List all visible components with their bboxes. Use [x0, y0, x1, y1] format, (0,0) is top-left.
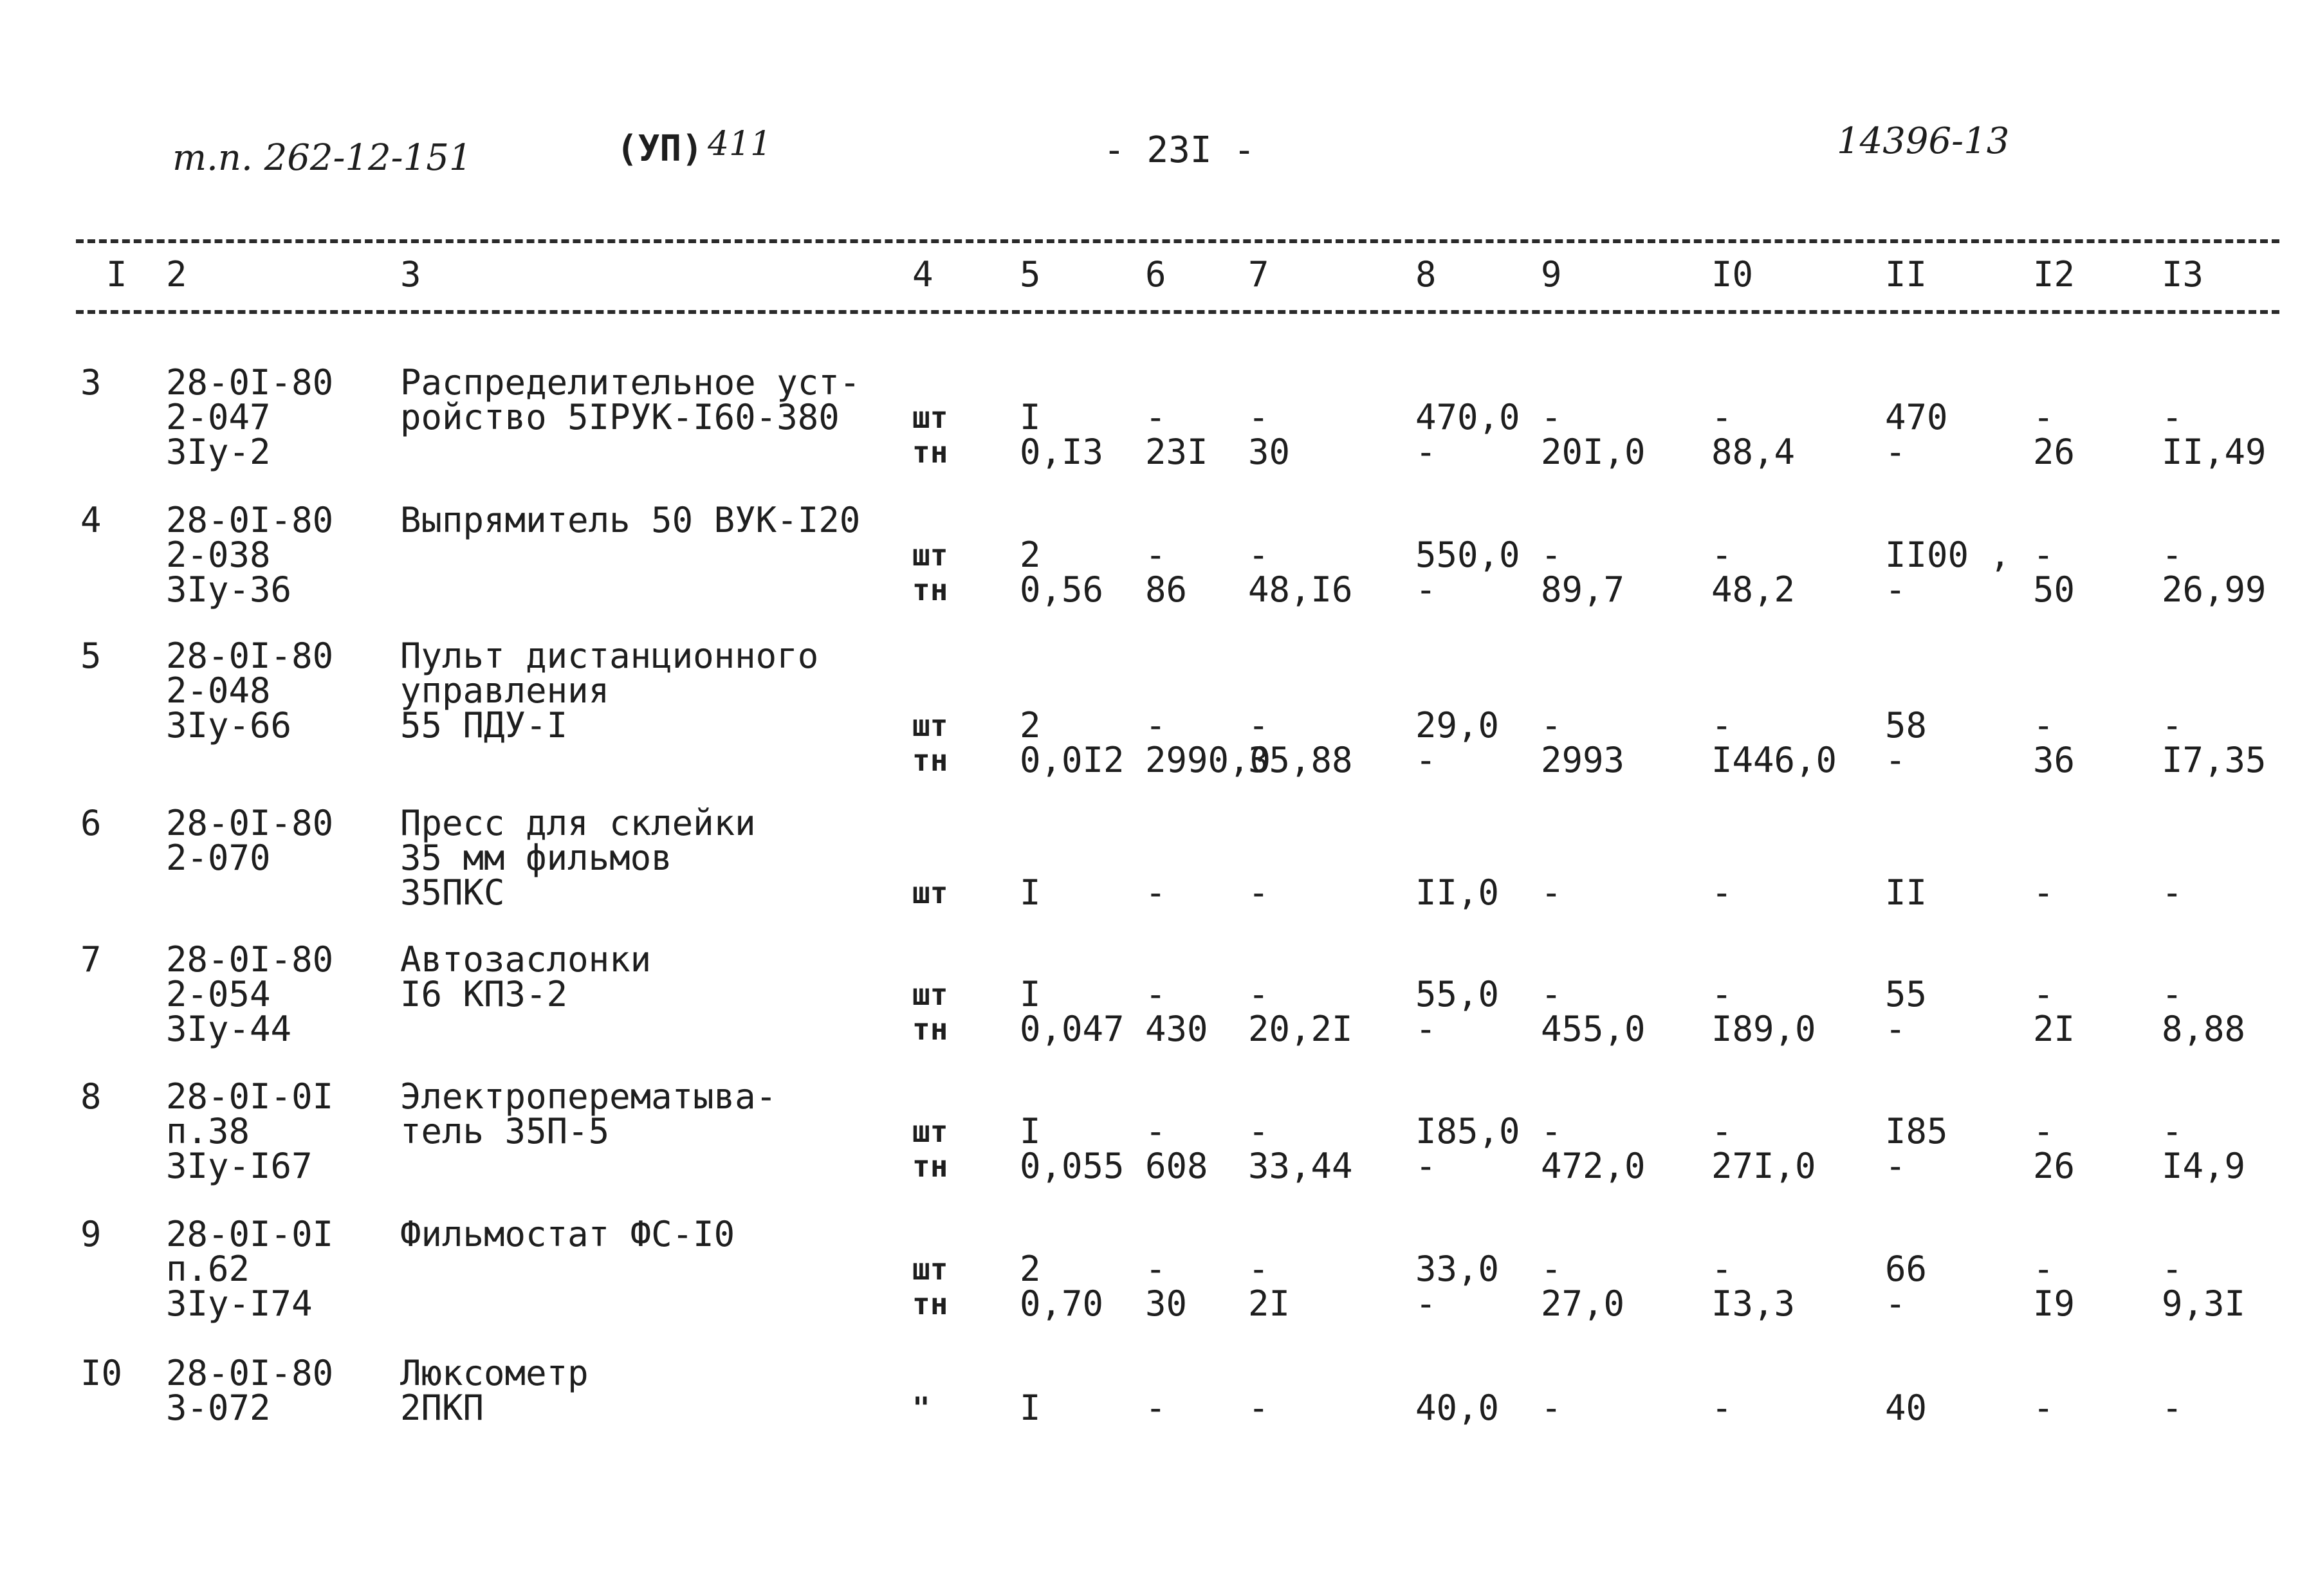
row-unit: шт — [912, 1114, 948, 1149]
row-cell-col12: I9 — [2033, 1283, 2075, 1324]
row-cell-col8: - — [1415, 740, 1437, 780]
row-cell-col10: I3,3 — [1711, 1283, 1796, 1324]
row-cell-col13: I4,9 — [2162, 1146, 2246, 1186]
row-cell-col7: 20,2I — [1248, 1009, 1353, 1049]
row-cell-col5: 0,0I2 — [1020, 740, 1125, 780]
row-cell-col13: - — [2162, 974, 2183, 1014]
row-unit: тн — [912, 1012, 948, 1047]
row-cell-col6: - — [1145, 974, 1166, 1014]
row-unit: шт — [912, 1252, 948, 1287]
row-cell-col7: - — [1248, 974, 1269, 1014]
row-cell-col6: 86 — [1145, 569, 1188, 610]
row-cell-col13: - — [2162, 872, 2183, 913]
row-cell-col13: 9,3I — [2162, 1283, 2246, 1324]
row-price-code: 3-072 — [166, 1388, 271, 1428]
row-cell-col9: - — [1541, 397, 1562, 437]
column-header-8: 8 — [1415, 254, 1437, 295]
row-cell-col6: 23I — [1145, 432, 1208, 472]
row-cell-col12: 50 — [2033, 569, 2075, 610]
row-price-code: 3Iу-I74 — [166, 1283, 313, 1324]
row-cell-col5: I — [1020, 1388, 1041, 1428]
row-cell-col9: 27,0 — [1541, 1283, 1625, 1324]
row-price-code: 28-0I-80 — [166, 636, 334, 676]
row-cell-col7: - — [1248, 1388, 1269, 1428]
row-price-code: 2-038 — [166, 535, 271, 575]
row-cell-col11: 55 — [1885, 974, 1927, 1014]
row-cell-col7: 30 — [1248, 432, 1291, 472]
row-cell-col8: 40,0 — [1415, 1388, 1500, 1428]
row-cell-col10: I446,0 — [1711, 740, 1837, 780]
row-cell-col8: - — [1415, 1283, 1437, 1324]
row-cell-col7: 33,44 — [1248, 1146, 1353, 1186]
row-cell-col13: - — [2162, 397, 2183, 437]
row-price-code: 28-0I-80 — [166, 362, 334, 403]
column-header-9: 9 — [1541, 254, 1562, 295]
archive-number: 14396-13 — [1837, 120, 2010, 162]
row-cell-col13: - — [2162, 535, 2183, 575]
row-price-code: 28-0I-80 — [166, 803, 334, 843]
column-header-12: I2 — [2033, 254, 2075, 295]
row-cell-col12: - — [2033, 397, 2054, 437]
row-cell-col11: - — [1885, 432, 1906, 472]
row-cell-col13: - — [2162, 1111, 2183, 1151]
row-cell-col12: - — [2033, 1249, 2054, 1289]
column-header-5: 5 — [1020, 254, 1041, 295]
row-number: 3 — [80, 362, 102, 403]
row-cell-col6: - — [1145, 705, 1166, 746]
row-price-code: 3Iу-44 — [166, 1009, 292, 1049]
doc-code: т.п. 262-12-151 — [172, 137, 472, 179]
row-unit: тн — [912, 743, 948, 778]
row-cell-col11: II00 , — [1885, 535, 2011, 575]
header-bottom-rule — [76, 310, 2279, 314]
row-cell-col12: 26 — [2033, 432, 2075, 472]
row-price-code: 3Iу-2 — [166, 432, 271, 472]
row-cell-col12: - — [2033, 535, 2054, 575]
column-header-7: 7 — [1248, 254, 1269, 295]
row-cell-col10: - — [1711, 1111, 1733, 1151]
row-cell-col13: I7,35 — [2162, 740, 2267, 780]
row-unit: " — [912, 1391, 930, 1426]
row-price-code: 28-0I-80 — [166, 500, 334, 540]
row-cell-col5: 0,56 — [1020, 569, 1104, 610]
row-unit: тн — [912, 1149, 948, 1184]
row-item-name: Электроперематыва- — [400, 1076, 777, 1117]
row-cell-col5: I — [1020, 974, 1041, 1014]
row-cell-col12: - — [2033, 705, 2054, 746]
row-item-name: 55 ПДУ-I — [400, 705, 568, 746]
row-cell-col5: I — [1020, 397, 1041, 437]
row-cell-col13: - — [2162, 1249, 2183, 1289]
row-cell-col11: - — [1885, 569, 1906, 610]
row-number: 8 — [80, 1076, 102, 1117]
row-item-name: I6 КПЗ-2 — [400, 974, 568, 1014]
row-cell-col9: - — [1541, 1249, 1562, 1289]
row-cell-col6: 30 — [1145, 1283, 1188, 1324]
column-header-2: 2 — [166, 254, 187, 295]
row-cell-col7: - — [1248, 1249, 1269, 1289]
row-cell-col8: 55,0 — [1415, 974, 1500, 1014]
row-number: 7 — [80, 939, 102, 980]
row-cell-col10: - — [1711, 535, 1733, 575]
column-header-13: I3 — [2162, 254, 2204, 295]
row-cell-col12: - — [2033, 1111, 2054, 1151]
row-cell-col8: 29,0 — [1415, 705, 1500, 746]
row-cell-col6: 608 — [1145, 1146, 1208, 1186]
row-cell-col5: I — [1020, 872, 1041, 913]
row-cell-col9: 455,0 — [1541, 1009, 1646, 1049]
row-cell-col7: - — [1248, 535, 1269, 575]
row-cell-col9: - — [1541, 1388, 1562, 1428]
row-cell-col5: 0,047 — [1020, 1009, 1125, 1049]
row-cell-col10: - — [1711, 1388, 1733, 1428]
row-price-code: 3Iу-36 — [166, 569, 292, 610]
row-cell-col7: 35,88 — [1248, 740, 1353, 780]
row-price-code: 28-0I-80 — [166, 939, 334, 980]
row-cell-col8: - — [1415, 432, 1437, 472]
row-cell-col13: - — [2162, 705, 2183, 746]
row-number: I0 — [80, 1353, 123, 1393]
row-cell-col11: 40 — [1885, 1388, 1927, 1428]
row-cell-col6: - — [1145, 872, 1166, 913]
row-item-name: 2ПКП — [400, 1388, 484, 1428]
row-price-code: 2-070 — [166, 838, 271, 878]
row-unit: шт — [912, 400, 948, 435]
row-unit: тн — [912, 573, 948, 607]
row-cell-col8: II,0 — [1415, 872, 1500, 913]
row-item-name: Фильмостат ФС-I0 — [400, 1214, 735, 1254]
column-header-3: 3 — [400, 254, 421, 295]
row-price-code: п.38 — [166, 1111, 250, 1151]
column-header-10: I0 — [1711, 254, 1754, 295]
row-cell-col10: - — [1711, 974, 1733, 1014]
volume-mark: (УП) — [616, 128, 703, 170]
row-item-name: Распределительное уст- — [400, 362, 861, 403]
row-cell-col7: - — [1248, 705, 1269, 746]
row-number: 4 — [80, 500, 102, 540]
row-cell-col6: 430 — [1145, 1009, 1208, 1049]
row-cell-col5: 0,I3 — [1020, 432, 1104, 472]
handwritten-note: 411 — [708, 125, 772, 163]
row-cell-col6: - — [1145, 535, 1166, 575]
row-cell-col12: 2I — [2033, 1009, 2075, 1049]
row-number: 6 — [80, 803, 102, 843]
row-cell-col8: 33,0 — [1415, 1249, 1500, 1289]
row-cell-col5: 0,70 — [1020, 1283, 1104, 1324]
row-cell-col10: 27I,0 — [1711, 1146, 1816, 1186]
row-cell-col12: 36 — [2033, 740, 2075, 780]
column-header-4: 4 — [912, 254, 934, 295]
row-item-name: Пресс для склейки — [400, 803, 756, 843]
row-cell-col6: - — [1145, 1249, 1166, 1289]
row-cell-col7: - — [1248, 397, 1269, 437]
row-cell-col12: 26 — [2033, 1146, 2075, 1186]
row-cell-col10: I89,0 — [1711, 1009, 1816, 1049]
header-top-rule — [76, 239, 2279, 243]
row-cell-col10: 88,4 — [1711, 432, 1796, 472]
row-cell-col10: 48,2 — [1711, 569, 1796, 610]
row-item-name: Пульт дистанционного — [400, 636, 819, 676]
row-price-code: 2-048 — [166, 670, 271, 711]
row-item-name: Выпрямитель 50 ВУК-I20 — [400, 500, 861, 540]
row-cell-col5: 2 — [1020, 535, 1041, 575]
column-header-6: 6 — [1145, 254, 1166, 295]
row-cell-col10: - — [1711, 705, 1733, 746]
row-cell-col9: - — [1541, 535, 1562, 575]
row-cell-col8: - — [1415, 1146, 1437, 1186]
row-unit: шт — [912, 876, 948, 910]
row-cell-col8: 550,0 — [1415, 535, 1520, 575]
row-price-code: п.62 — [166, 1249, 250, 1289]
row-item-name: управления — [400, 670, 610, 711]
row-cell-col11: 66 — [1885, 1249, 1927, 1289]
row-unit: тн — [912, 1287, 948, 1321]
row-cell-col7: - — [1248, 1111, 1269, 1151]
row-cell-col8: I85,0 — [1415, 1111, 1520, 1151]
row-cell-col7: 2I — [1248, 1283, 1291, 1324]
row-cell-col9: - — [1541, 1111, 1562, 1151]
row-cell-col9: 2993 — [1541, 740, 1625, 780]
row-cell-col11: II — [1885, 872, 1927, 913]
row-cell-col9: - — [1541, 974, 1562, 1014]
row-cell-col11: I85 — [1885, 1111, 1948, 1151]
row-cell-col11: 470 — [1885, 397, 1948, 437]
row-unit: шт — [912, 977, 948, 1012]
row-number: 9 — [80, 1214, 102, 1254]
row-item-name: 35 мм фильмов — [400, 838, 672, 878]
row-cell-col9: 472,0 — [1541, 1146, 1646, 1186]
column-header-1: I — [106, 254, 127, 295]
row-cell-col6: - — [1145, 1111, 1166, 1151]
page-number: - 23I - — [1103, 129, 1256, 171]
row-cell-col11: 58 — [1885, 705, 1927, 746]
row-cell-col9: 89,7 — [1541, 569, 1625, 610]
row-price-code: 28-0I-0I — [166, 1076, 334, 1117]
row-cell-col10: - — [1711, 1249, 1733, 1289]
row-item-name: 35ПКС — [400, 872, 505, 913]
row-cell-col7: 48,I6 — [1248, 569, 1353, 610]
row-unit: шт — [912, 538, 948, 573]
row-cell-col13: - — [2162, 1388, 2183, 1428]
column-header-11: II — [1885, 254, 1927, 295]
row-unit: тн — [912, 435, 948, 470]
row-cell-col10: - — [1711, 397, 1733, 437]
row-cell-col5: 2 — [1020, 705, 1041, 746]
row-cell-col13: 8,88 — [2162, 1009, 2246, 1049]
row-cell-col9: 20I,0 — [1541, 432, 1646, 472]
row-cell-col10: - — [1711, 872, 1733, 913]
row-cell-col8: 470,0 — [1415, 397, 1520, 437]
row-item-name: Автозаслонки — [400, 939, 652, 980]
row-item-name: Люксометр — [400, 1353, 589, 1393]
row-item-name: ройство 5IРУК-I60-380 — [400, 397, 840, 437]
row-item-name: тель 35П-5 — [400, 1111, 610, 1151]
row-cell-col13: II,49 — [2162, 432, 2267, 472]
row-price-code: 2-054 — [166, 974, 271, 1014]
row-cell-col6: - — [1145, 1388, 1166, 1428]
row-cell-col5: I — [1020, 1111, 1041, 1151]
row-price-code: 2-047 — [166, 397, 271, 437]
row-cell-col5: 2 — [1020, 1249, 1041, 1289]
row-cell-col12: - — [2033, 872, 2054, 913]
row-cell-col9: - — [1541, 872, 1562, 913]
row-number: 5 — [80, 636, 102, 676]
row-price-code: 28-0I-80 — [166, 1353, 334, 1393]
row-cell-col13: 26,99 — [2162, 569, 2267, 610]
row-cell-col11: - — [1885, 1009, 1906, 1049]
row-cell-col11: - — [1885, 1283, 1906, 1324]
row-price-code: 28-0I-0I — [166, 1214, 334, 1254]
row-price-code: 3Iу-I67 — [166, 1146, 313, 1186]
row-cell-col8: - — [1415, 1009, 1437, 1049]
row-cell-col8: - — [1415, 569, 1437, 610]
row-cell-col12: - — [2033, 1388, 2054, 1428]
row-cell-col11: - — [1885, 740, 1906, 780]
row-cell-col7: - — [1248, 872, 1269, 913]
row-cell-col9: - — [1541, 705, 1562, 746]
row-cell-col12: - — [2033, 974, 2054, 1014]
row-cell-col11: - — [1885, 1146, 1906, 1186]
row-cell-col5: 0,055 — [1020, 1146, 1125, 1186]
row-price-code: 3Iу-66 — [166, 705, 292, 746]
row-cell-col6: - — [1145, 397, 1166, 437]
row-cell-col6: 2990,0 — [1145, 740, 1271, 780]
row-unit: шт — [912, 708, 948, 743]
